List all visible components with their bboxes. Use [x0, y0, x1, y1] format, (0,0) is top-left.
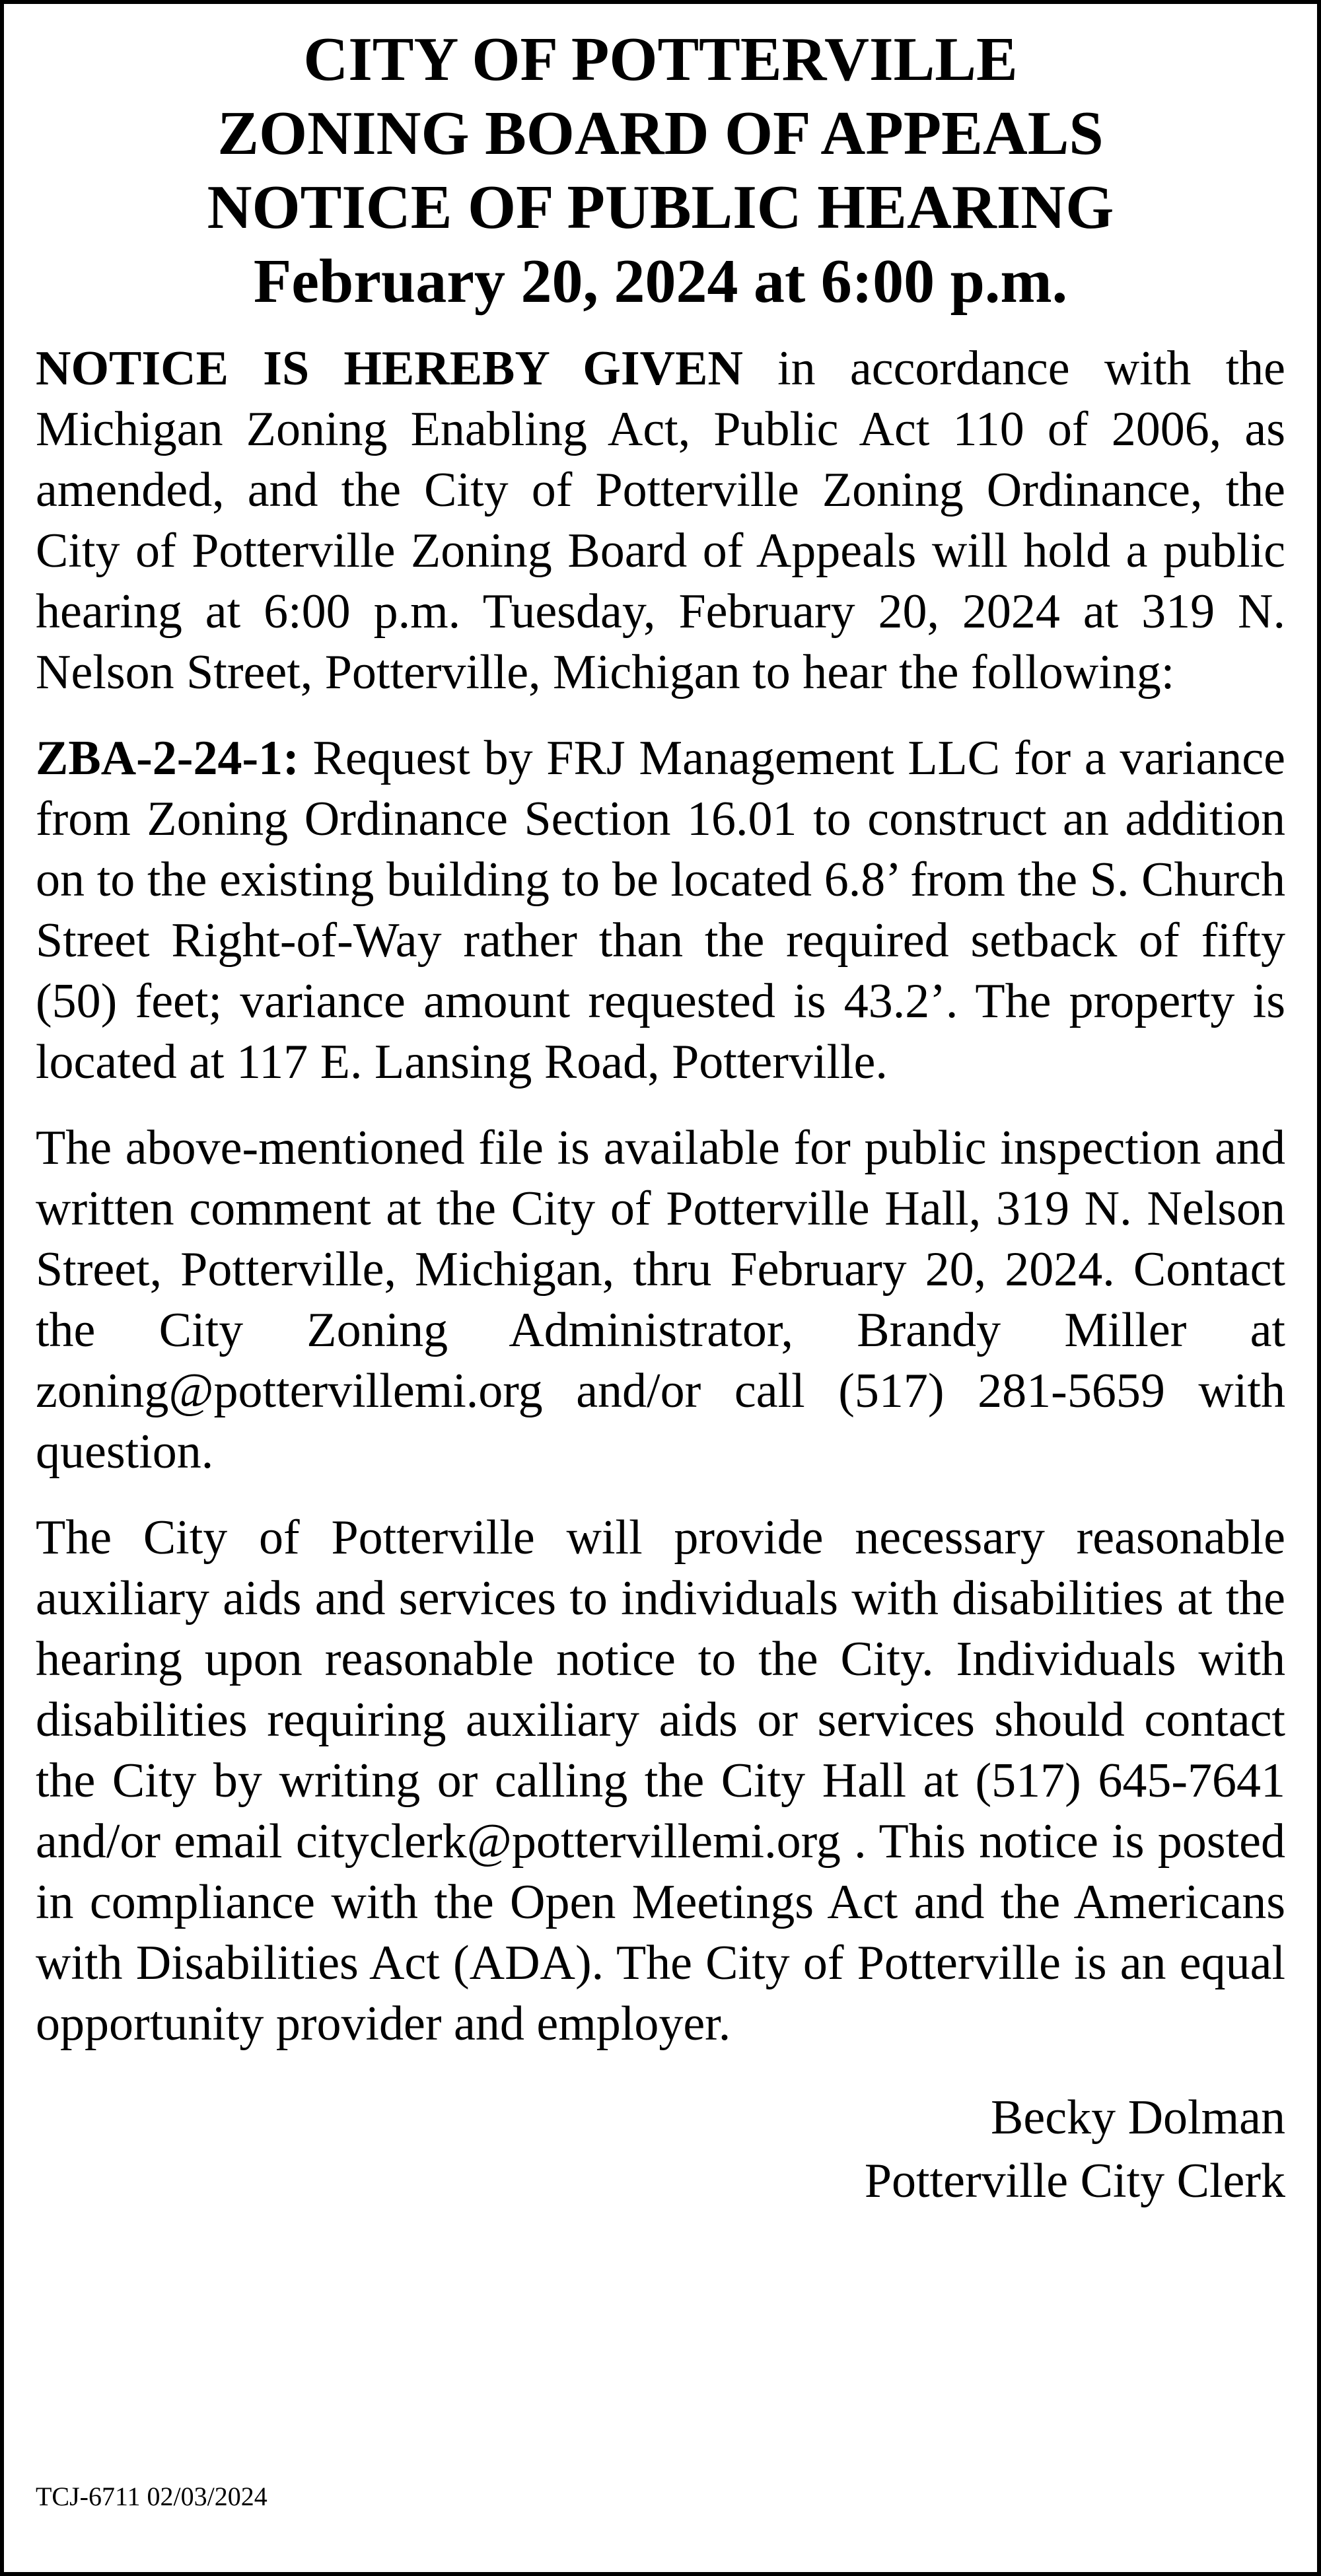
case-paragraph: [36, 728, 1285, 1092]
signature-block: [36, 2086, 1285, 2213]
intro-text: in accordance with the Michigan Zoning Enabling Act, Public Act 110 of 2006, as amended, and the City of Potterville Zoning Ordinance, the City of Potterville Zoning Board of Appeals will hold a public hearing at 6:00 p.m. Tuesday, February 20, 2024 at 319 N. Nelson Street, Potterville, Michigan to hear the following:: [36, 341, 1285, 699]
intro-lead: NOTICE IS HEREBY GIVEN: [36, 341, 743, 396]
inspection-paragraph: The above-mentioned file is available for public inspection and written comment at the City of Potterville Hall, 319 N. Nelson Street, Potterville, Michigan, thru February 20, 2024. Contact the City Zoning Administrator, Brandy Miller at zoning@pottervillemi.org and/or call (517) 281-5659 with question.: [36, 1121, 1285, 1479]
accessibility-paragraph: The City of Potterville will provide necessary reasonable auxiliary aids and services to individuals with disabilities at the hearing upon reasonable notice to the City. Individuals with disabilities requiring auxiliary aids or services should contact the City by writing or calling the City Hall at (517) 645-7641 and/or email cityclerk@pottervillemi.​org . This notice is posted in compliance with the Open Meetings Act and the Americans with Disabilities Act (ADA). The City of Potterville is an equal opportunity provider and employer.: [36, 1511, 1285, 2051]
publication-code: TCJ-6711 02/03/2024: [36, 2482, 268, 2511]
hearing-date: February 20, 2024 at 6:00 p.m.: [253, 247, 1068, 316]
notice-header: [36, 22, 1285, 318]
case-number: ZBA-2-24-1:: [36, 731, 299, 785]
intro-paragraph: [36, 338, 1285, 703]
city-title: CITY OF POTTERVILLE: [303, 25, 1018, 94]
signer-title: Potterville City Clerk: [864, 2154, 1285, 2208]
board-title: ZONING BOARD OF APPEALS: [217, 99, 1104, 168]
signer-name: Becky Dolman: [991, 2091, 1285, 2145]
notice-body: [36, 338, 1285, 2054]
case-text: Request by FRJ Management LLC for a variance from Zoning Ordinance Section 16.01 to construct an addition on to the existing building to be located 6.8’ from the S. Church Street Right-of-Way rather than the required setback of fifty (50) feet; variance amount requested is 43.2’. The property is located at 117 E. Lansing Road, Potterville.: [36, 731, 1285, 1089]
notice-title: NOTICE OF PUBLIC HEARING: [207, 173, 1114, 242]
